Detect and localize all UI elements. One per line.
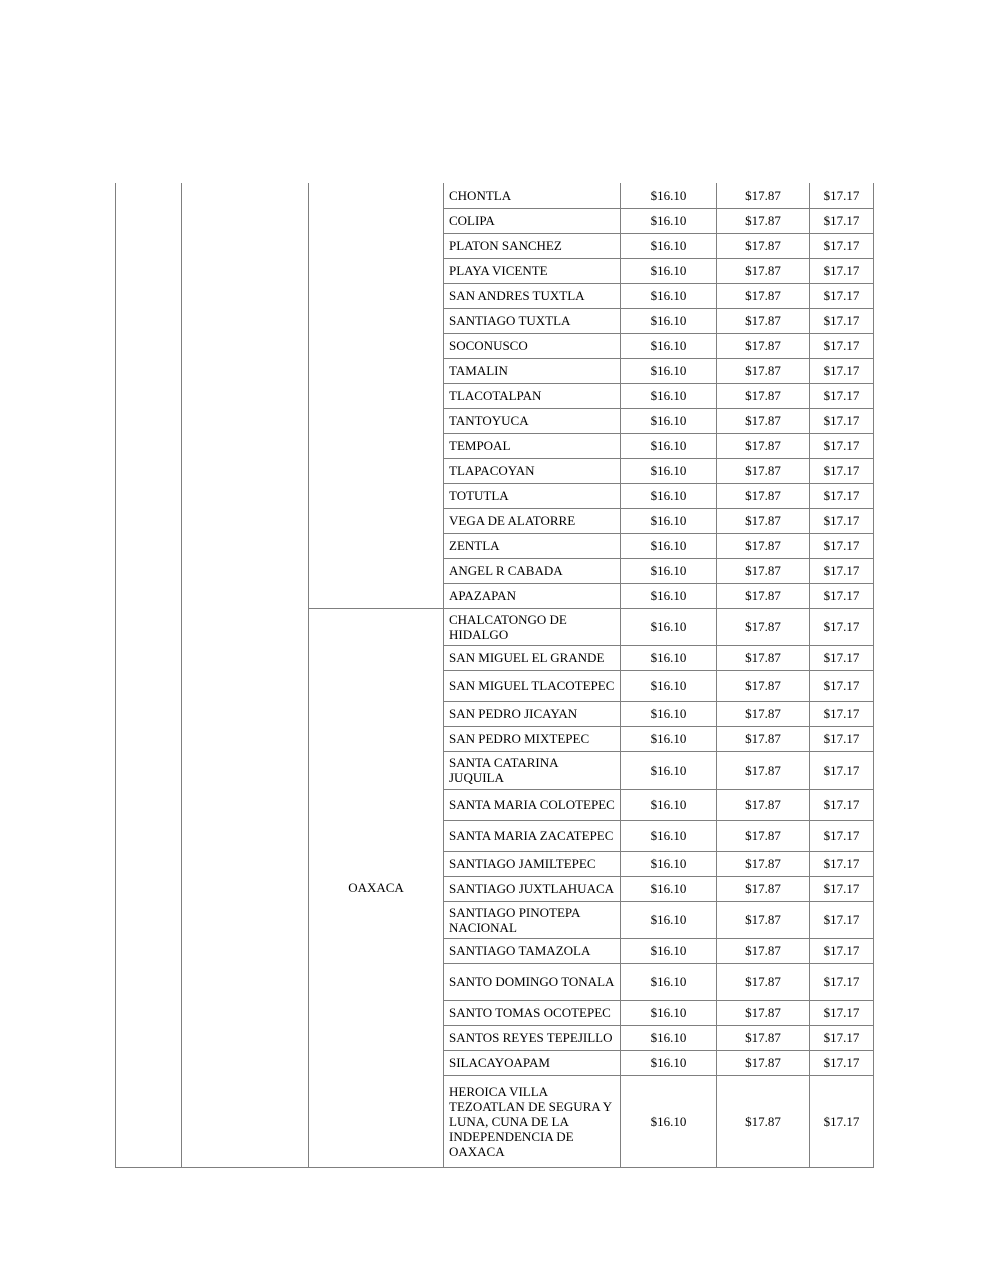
value-cell-3: $17.17	[810, 533, 874, 558]
municipio-cell: SILACAYOAPAM	[444, 1050, 621, 1075]
value-cell-3: $17.17	[810, 963, 874, 1000]
value-cell-1: $16.10	[621, 358, 717, 383]
municipio-cell: VEGA DE ALATORRE	[444, 508, 621, 533]
municipio-cell: TLAPACOYAN	[444, 458, 621, 483]
value-cell-1: $16.10	[621, 726, 717, 751]
value-cell-1: $16.10	[621, 333, 717, 358]
municipio-cell: TOTUTLA	[444, 483, 621, 508]
value-cell-2: $17.87	[717, 851, 810, 876]
municipio-cell: SANTIAGO TUXTLA	[444, 308, 621, 333]
municipio-cell: SANTA CATARINA JUQUILA	[444, 751, 621, 789]
value-cell-3: $17.17	[810, 358, 874, 383]
value-cell-3: $17.17	[810, 876, 874, 901]
value-cell-3: $17.17	[810, 208, 874, 233]
value-cell-1: $16.10	[621, 1025, 717, 1050]
value-cell-2: $17.87	[717, 820, 810, 851]
municipio-cell: TEMPOAL	[444, 433, 621, 458]
municipio-cell: SANTA MARIA COLOTEPEC	[444, 789, 621, 820]
state-cell	[309, 183, 444, 608]
municipio-cell: ANGEL R CABADA	[444, 558, 621, 583]
municipio-cell: SAN MIGUEL TLACOTEPEC	[444, 670, 621, 701]
municipio-cell: TANTOYUCA	[444, 408, 621, 433]
value-cell-1: $16.10	[621, 408, 717, 433]
municipio-cell: CHALCATONGO DE HIDALGO	[444, 608, 621, 645]
value-cell-3: $17.17	[810, 1075, 874, 1167]
tariff-table	[115, 183, 874, 1168]
value-cell-2: $17.87	[717, 333, 810, 358]
value-cell-1: $16.10	[621, 183, 717, 208]
value-cell-2: $17.87	[717, 383, 810, 408]
value-cell-3: $17.17	[810, 183, 874, 208]
value-cell-3: $17.17	[810, 508, 874, 533]
municipio-cell: HEROICA VILLA TEZOATLAN DE SEGURA Y LUNA, CUNA DE LA INDEPENDENCIA DE OAXACA	[444, 1075, 621, 1167]
municipio-cell: CHONTLA	[444, 183, 621, 208]
value-cell-3: $17.17	[810, 433, 874, 458]
value-cell-1: $16.10	[621, 583, 717, 608]
value-cell-1: $16.10	[621, 1075, 717, 1167]
value-cell-3: $17.17	[810, 1000, 874, 1025]
value-cell-1: $16.10	[621, 283, 717, 308]
value-cell-2: $17.87	[717, 358, 810, 383]
value-cell-3: $17.17	[810, 645, 874, 670]
blank-col-1	[116, 183, 182, 1167]
value-cell-1: $16.10	[621, 670, 717, 701]
municipio-cell: SAN PEDRO JICAYAN	[444, 701, 621, 726]
value-cell-1: $16.10	[621, 938, 717, 963]
value-cell-2: $17.87	[717, 645, 810, 670]
value-cell-1: $16.10	[621, 963, 717, 1000]
value-cell-2: $17.87	[717, 1025, 810, 1050]
value-cell-1: $16.10	[621, 608, 717, 645]
value-cell-3: $17.17	[810, 458, 874, 483]
value-cell-3: $17.17	[810, 608, 874, 645]
value-cell-2: $17.87	[717, 408, 810, 433]
municipio-cell: SAN PEDRO MIXTEPEC	[444, 726, 621, 751]
value-cell-1: $16.10	[621, 876, 717, 901]
value-cell-2: $17.87	[717, 608, 810, 645]
value-cell-2: $17.87	[717, 901, 810, 938]
value-cell-3: $17.17	[810, 751, 874, 789]
municipio-cell: SANTIAGO PINOTEPA NACIONAL	[444, 901, 621, 938]
value-cell-3: $17.17	[810, 938, 874, 963]
value-cell-2: $17.87	[717, 701, 810, 726]
value-cell-3: $17.17	[810, 233, 874, 258]
value-cell-1: $16.10	[621, 433, 717, 458]
value-cell-3: $17.17	[810, 583, 874, 608]
value-cell-2: $17.87	[717, 1075, 810, 1167]
municipio-cell: SANTO TOMAS OCOTEPEC	[444, 1000, 621, 1025]
value-cell-1: $16.10	[621, 308, 717, 333]
municipio-cell: SANTIAGO TAMAZOLA	[444, 938, 621, 963]
value-cell-1: $16.10	[621, 789, 717, 820]
value-cell-3: $17.17	[810, 558, 874, 583]
value-cell-2: $17.87	[717, 258, 810, 283]
value-cell-2: $17.87	[717, 670, 810, 701]
value-cell-2: $17.87	[717, 583, 810, 608]
value-cell-1: $16.10	[621, 1050, 717, 1075]
value-cell-1: $16.10	[621, 258, 717, 283]
value-cell-3: $17.17	[810, 1025, 874, 1050]
value-cell-1: $16.10	[621, 508, 717, 533]
table-row	[116, 183, 874, 208]
value-cell-1: $16.10	[621, 208, 717, 233]
municipio-cell: ZENTLA	[444, 533, 621, 558]
municipio-cell: SAN MIGUEL EL GRANDE	[444, 645, 621, 670]
municipio-cell: SAN ANDRES TUXTLA	[444, 283, 621, 308]
value-cell-3: $17.17	[810, 670, 874, 701]
value-cell-1: $16.10	[621, 751, 717, 789]
value-cell-1: $16.10	[621, 383, 717, 408]
value-cell-2: $17.87	[717, 308, 810, 333]
value-cell-2: $17.87	[717, 751, 810, 789]
blank-col-2	[182, 183, 309, 1167]
value-cell-1: $16.10	[621, 558, 717, 583]
value-cell-2: $17.87	[717, 458, 810, 483]
value-cell-2: $17.87	[717, 726, 810, 751]
value-cell-2: $17.87	[717, 1050, 810, 1075]
value-cell-1: $16.10	[621, 483, 717, 508]
municipio-cell: SANTIAGO JUXTLAHUACA	[444, 876, 621, 901]
value-cell-3: $17.17	[810, 701, 874, 726]
value-cell-3: $17.17	[810, 283, 874, 308]
value-cell-2: $17.87	[717, 1000, 810, 1025]
value-cell-3: $17.17	[810, 1050, 874, 1075]
municipio-cell: PLATON SANCHEZ	[444, 233, 621, 258]
value-cell-1: $16.10	[621, 1000, 717, 1025]
value-cell-3: $17.17	[810, 333, 874, 358]
value-cell-1: $16.10	[621, 645, 717, 670]
value-cell-1: $16.10	[621, 901, 717, 938]
value-cell-1: $16.10	[621, 533, 717, 558]
value-cell-2: $17.87	[717, 938, 810, 963]
municipio-cell: TLACOTALPAN	[444, 383, 621, 408]
municipio-cell: PLAYA VICENTE	[444, 258, 621, 283]
value-cell-3: $17.17	[810, 408, 874, 433]
value-cell-2: $17.87	[717, 533, 810, 558]
value-cell-3: $17.17	[810, 383, 874, 408]
value-cell-2: $17.87	[717, 433, 810, 458]
municipio-cell: TAMALIN	[444, 358, 621, 383]
value-cell-3: $17.17	[810, 789, 874, 820]
value-cell-1: $16.10	[621, 458, 717, 483]
municipio-cell: SANTA MARIA ZACATEPEC	[444, 820, 621, 851]
value-cell-2: $17.87	[717, 789, 810, 820]
municipio-cell: SOCONUSCO	[444, 333, 621, 358]
value-cell-2: $17.87	[717, 208, 810, 233]
value-cell-3: $17.17	[810, 308, 874, 333]
value-cell-2: $17.87	[717, 283, 810, 308]
value-cell-1: $16.10	[621, 701, 717, 726]
value-cell-2: $17.87	[717, 483, 810, 508]
value-cell-1: $16.10	[621, 233, 717, 258]
municipio-cell: SANTO DOMINGO TONALA	[444, 963, 621, 1000]
value-cell-2: $17.87	[717, 508, 810, 533]
municipio-cell: COLIPA	[444, 208, 621, 233]
value-cell-1: $16.10	[621, 820, 717, 851]
value-cell-2: $17.87	[717, 558, 810, 583]
value-cell-2: $17.87	[717, 183, 810, 208]
value-cell-2: $17.87	[717, 233, 810, 258]
table-body	[116, 183, 874, 1167]
value-cell-2: $17.87	[717, 876, 810, 901]
value-cell-1: $16.10	[621, 851, 717, 876]
municipio-cell: SANTOS REYES TEPEJILLO	[444, 1025, 621, 1050]
state-cell: OAXACA	[309, 608, 444, 1167]
value-cell-2: $17.87	[717, 963, 810, 1000]
value-cell-3: $17.17	[810, 901, 874, 938]
municipio-cell: SANTIAGO JAMILTEPEC	[444, 851, 621, 876]
value-cell-3: $17.17	[810, 851, 874, 876]
value-cell-3: $17.17	[810, 258, 874, 283]
value-cell-3: $17.17	[810, 726, 874, 751]
value-cell-3: $17.17	[810, 820, 874, 851]
municipio-cell: APAZAPAN	[444, 583, 621, 608]
value-cell-3: $17.17	[810, 483, 874, 508]
